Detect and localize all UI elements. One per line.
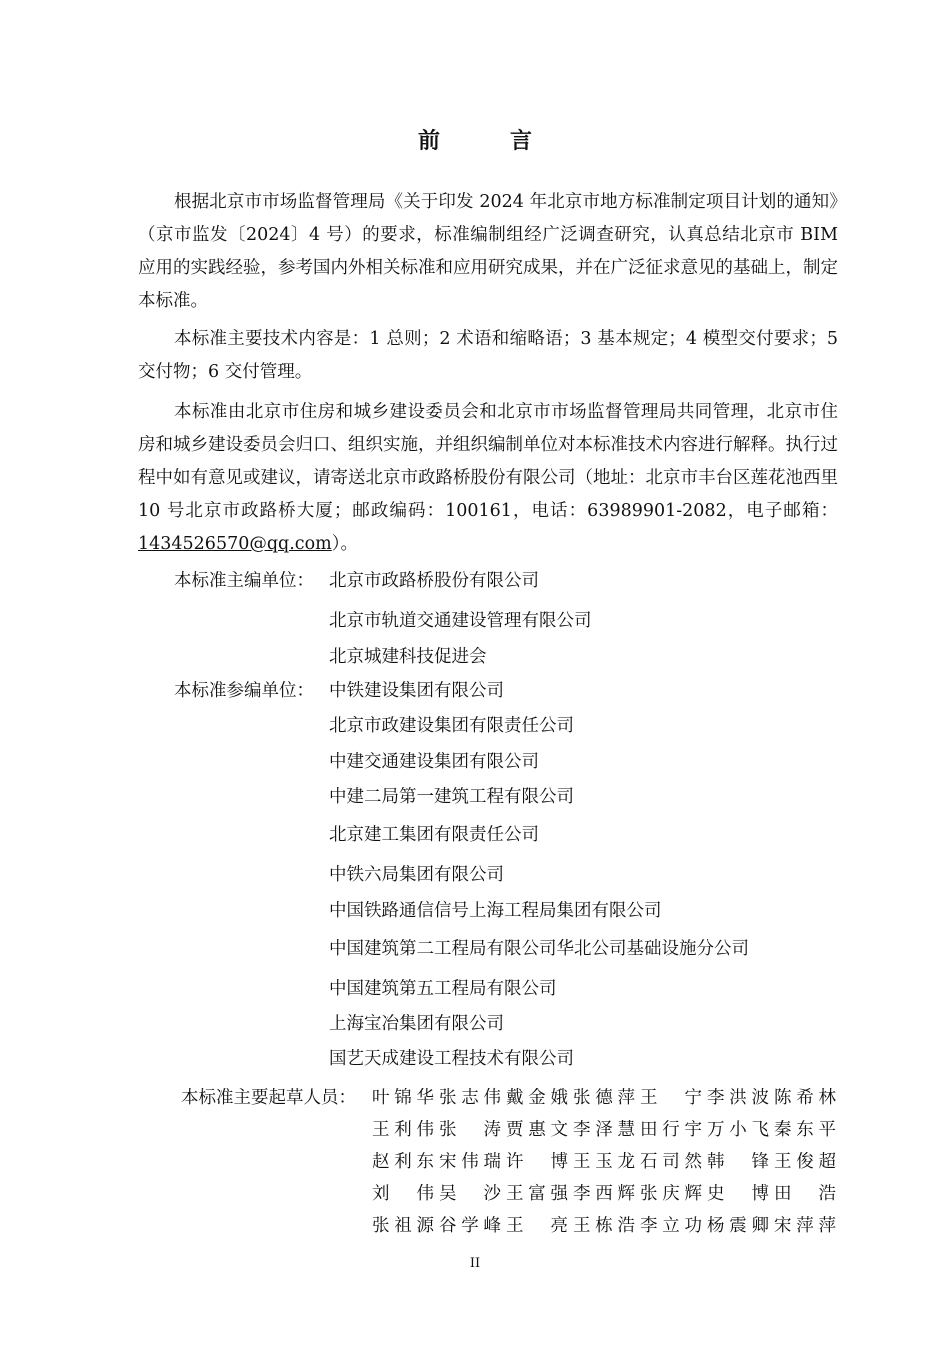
participating-unit: 中铁建设集团有限公司 xyxy=(329,681,504,701)
drafters-row xyxy=(372,1150,840,1182)
content-summary-paragraph: 本标准主要技术内容是：1 总则；2 术语和缩略语；3 基本规定；4 模型交付要求；5 交付物；6 交付管理。 xyxy=(138,329,838,382)
drafter-name: 张 涛 xyxy=(439,1120,501,1140)
page-title: 前 言 xyxy=(417,128,556,154)
participating-unit: 上海宝冶集团有限公司 xyxy=(329,1014,504,1034)
participating-unit: 中铁六局集团有限公司 xyxy=(329,865,504,885)
drafter-name: 王 亮 xyxy=(506,1216,568,1236)
drafters-row xyxy=(372,1086,840,1118)
drafters-row xyxy=(372,1214,840,1246)
contact-email: 1434526570@qq.com xyxy=(138,534,332,554)
drafter-name: 宋伟瑞 xyxy=(439,1152,501,1172)
drafter-name: 张德萍 xyxy=(573,1088,635,1108)
drafter-name: 谷学峰 xyxy=(439,1216,501,1236)
participating-units-label: 本标准参编单位： xyxy=(174,681,314,701)
chief-unit: 北京城建科技促进会 xyxy=(329,647,487,667)
page-number: II xyxy=(469,1256,481,1271)
management-text-end: ）。 xyxy=(331,534,358,554)
drafter-name: 赵利东 xyxy=(372,1152,434,1172)
drafter-name: 田 浩 xyxy=(774,1184,836,1204)
drafters-label: 本标准主要起草人员： xyxy=(181,1088,356,1108)
intro-paragraph: 根据北京市市场监督管理局《关于印发 2024 年北京市地方标准制定项目计划的通知》（京市监发〔2024〕4 号）的要求，标准编制组经广泛调查研究，认真总结北京市 BIM 应用的实践经验，参考国内外相关标准和应用研究成果，并在广泛征求意见的基础上，制定本标准。 xyxy=(138,192,838,311)
drafter-name: 田行宇 xyxy=(640,1120,702,1140)
participating-unit: 北京市政建设集团有限责任公司 xyxy=(329,716,574,736)
drafter-name: 李洪波 xyxy=(707,1088,769,1108)
drafter-name: 李泽慧 xyxy=(573,1120,635,1140)
drafter-name: 王 宁 xyxy=(640,1088,702,1108)
drafter-name: 张庆辉 xyxy=(640,1184,702,1204)
participating-unit: 国艺天成建设工程技术有限公司 xyxy=(329,1049,574,1069)
drafter-name: 李西辉 xyxy=(573,1184,635,1204)
drafter-name: 王富强 xyxy=(506,1184,568,1204)
chief-unit: 北京市政路桥股份有限公司 xyxy=(329,571,539,591)
drafters-row xyxy=(372,1118,840,1150)
drafter-name: 王利伟 xyxy=(372,1120,434,1140)
drafter-name: 韩 锋 xyxy=(707,1152,769,1172)
drafter-name: 万小飞 xyxy=(707,1120,769,1140)
participating-unit: 中建交通建设集团有限公司 xyxy=(329,752,539,772)
drafter-name: 李立功 xyxy=(640,1216,702,1236)
management-paragraph xyxy=(138,396,838,561)
drafter-name: 戴金娥 xyxy=(506,1088,568,1108)
drafter-name: 宋萍萍 xyxy=(774,1216,836,1236)
drafter-name: 杨震卿 xyxy=(707,1216,769,1236)
drafter-name: 石司然 xyxy=(640,1152,702,1172)
management-text: 本标准由北京市住房和城乡建设委员会和北京市市场监督管理局共同管理，北京市住房和城乡建设委员会归口、组织实施，并组织编制单位对本标准技术内容进行解释。执行过程中如有意见或建议，请寄送北京市政路桥股份有限公司（地址：北京市丰台区莲花池西里 10 号北京市政路桥大厦；邮政编码：100161，电话：63989901-2082，电子邮箱： xyxy=(138,402,838,521)
participating-unit: 中国建筑第二工程局有限公司华北公司基础设施分公司 xyxy=(329,939,749,959)
drafter-name: 许 博 xyxy=(506,1152,568,1172)
participating-unit: 中国建筑第五工程局有限公司 xyxy=(329,979,557,999)
drafter-name: 王玉龙 xyxy=(573,1152,635,1172)
drafter-name: 贾惠文 xyxy=(506,1120,568,1140)
drafter-name: 叶锦华 xyxy=(372,1088,434,1108)
drafters-list xyxy=(372,1086,840,1246)
drafter-name: 张志伟 xyxy=(439,1088,501,1108)
drafter-name: 张祖源 xyxy=(372,1216,434,1236)
chief-units-label: 本标准主编单位： xyxy=(174,571,314,591)
drafter-name: 陈希林 xyxy=(774,1088,836,1108)
participating-unit: 中建二局第一建筑工程有限公司 xyxy=(329,787,574,807)
participating-unit: 中国铁路通信信号上海工程局集团有限公司 xyxy=(329,901,662,921)
drafter-name: 吴 沙 xyxy=(439,1184,501,1204)
drafter-name: 刘 伟 xyxy=(372,1184,434,1204)
chief-unit: 北京市轨道交通建设管理有限公司 xyxy=(329,611,592,631)
drafter-name: 史 博 xyxy=(707,1184,769,1204)
drafters-row xyxy=(372,1182,840,1214)
participating-unit: 北京建工集团有限责任公司 xyxy=(329,825,539,845)
drafter-name: 王俊超 xyxy=(774,1152,836,1172)
drafter-name: 秦东平 xyxy=(774,1120,836,1140)
drafter-name: 王栋浩 xyxy=(573,1216,635,1236)
